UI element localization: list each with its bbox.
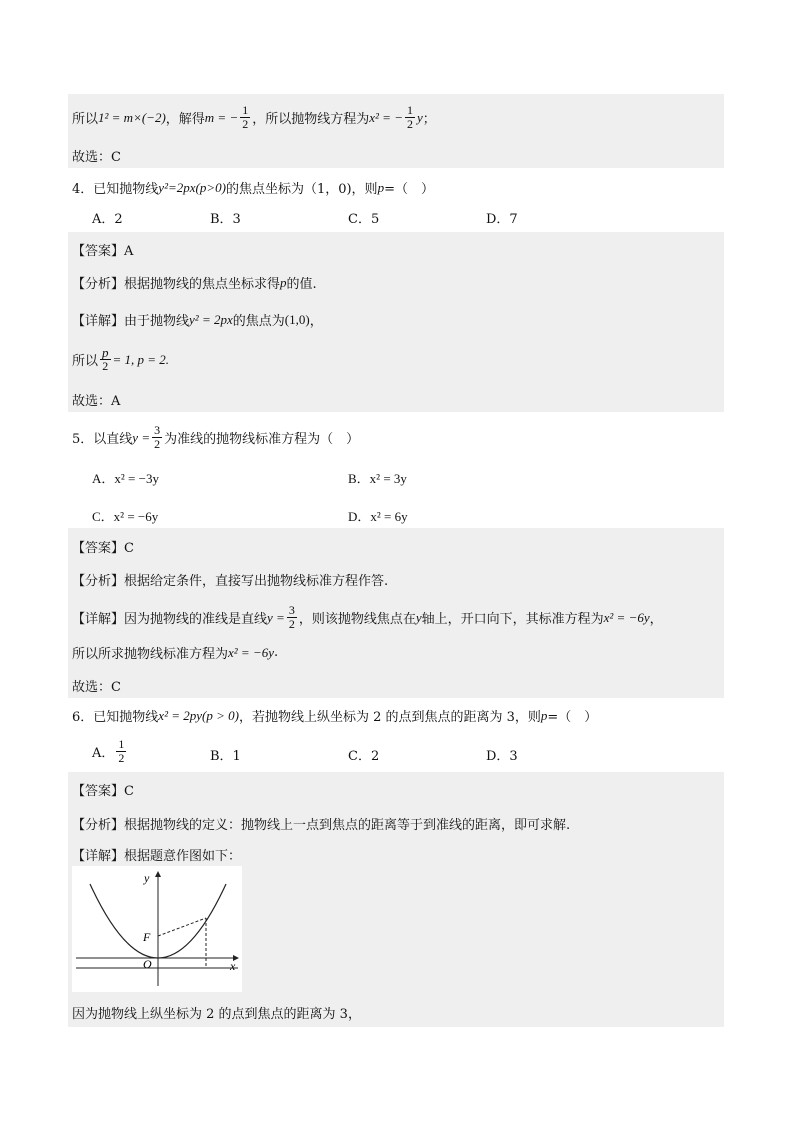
label-y: y (144, 871, 150, 885)
fraction: $\frac{1}{2}$ (406, 103, 413, 131)
q5-option-d: D．x² = 6y (348, 509, 408, 524)
q5-option-c: C．x² = −6y (92, 509, 159, 524)
q4-detail-line2: 所以 $\frac{p}{2}$ = 1, p = 2. (72, 345, 170, 373)
fraction: $\frac{p}{2}$ (102, 345, 109, 373)
q6-option-b: B．1 (210, 749, 241, 764)
fraction: $\frac{3}{2}$ (154, 423, 161, 451)
q6-analysis: 【分析】 根据抛物线的定义：抛物线上一点到焦点的距离等于到准线的距离，即可求解. (72, 818, 571, 833)
focus-segment (158, 918, 206, 936)
fraction: $\frac{1}{2}$ (242, 103, 249, 131)
q4-answer: 【答案】A (72, 244, 134, 259)
q6-option-c: C．2 (348, 749, 380, 764)
q5-analysis: 【分析】 根据给定条件，直接写出抛物线标准方程作答. (72, 574, 389, 589)
q5-detail: 【详解】 因为抛物线的准线是直线 y = $\frac{3}{2}$ ，则该抛物线焦点在 y 轴上，开口向下，其标准方程为 x² = −6y ， (72, 603, 663, 631)
q4-option-b: B．3 (210, 212, 241, 227)
q3-result: 故选：C (72, 150, 121, 165)
fraction: $\frac{3}{2}$ (288, 603, 295, 631)
q4-detail: 【详解】 由于抛物线 y² = 2px 的焦点为 (1,0) ， (72, 311, 323, 329)
q4-option-c: C．5 (348, 212, 380, 227)
q6-option-d: D．3 (486, 749, 518, 764)
label-O: O (143, 957, 152, 971)
q4-analysis: 【分析】 根据抛物线的焦点坐标求得 p 的值. (72, 274, 317, 292)
fraction: $\frac{1}{2}$ (118, 737, 125, 765)
label-x: x (230, 959, 236, 973)
q5-stem: 5． 以直线 y = $\frac{3}{2}$ 为准线的抛物线标准方程为（ ） (72, 423, 360, 451)
q4-option-d: D．7 (486, 212, 518, 227)
q6-tail: 因为抛物线上纵坐标为 2 的点到焦点的距离为 3， (72, 1007, 361, 1022)
q5-option-a: A．x² = −3y (92, 471, 159, 486)
q6-stem: 6． 已知抛物线 x² = 2py(p > 0) ，若抛物线上纵坐标为 2 的点到焦点的距离为 3，则 p =（ ） (72, 707, 598, 725)
q4-stem: 4． 已知抛物线 y²=2px(p>0) 的焦点坐标为（1，0)，则 p =（ ） (72, 179, 434, 197)
label-F: F (143, 930, 151, 944)
q5-option-b: B．x² = 3y (348, 471, 407, 486)
q4-result: 故选：A (72, 394, 121, 409)
parabola-figure (72, 866, 242, 992)
q3-detail-line: 所以 1² = m×(−2) ，解得 m = − $\frac{1}{2}$ ，所以抛物线方程为 x² = − $\frac{1}{2}$ y ； (72, 103, 436, 131)
q6-detail: 【详解】 根据题意作图如下： (72, 849, 242, 864)
q6-answer: 【答案】C (72, 784, 134, 799)
parabola-graph (72, 866, 242, 992)
q6-option-a: A． $\frac{1}{2}$ (92, 737, 125, 765)
q5-result: 故选：C (72, 680, 121, 695)
q5-detail-line2: 所以所求抛物线标准方程为 x² = −6y . (72, 644, 279, 662)
q3-equation: 1² = m×(−2) (98, 109, 166, 125)
q4-option-a: A．2 (92, 212, 123, 227)
q5-answer: 【答案】C (72, 541, 134, 556)
